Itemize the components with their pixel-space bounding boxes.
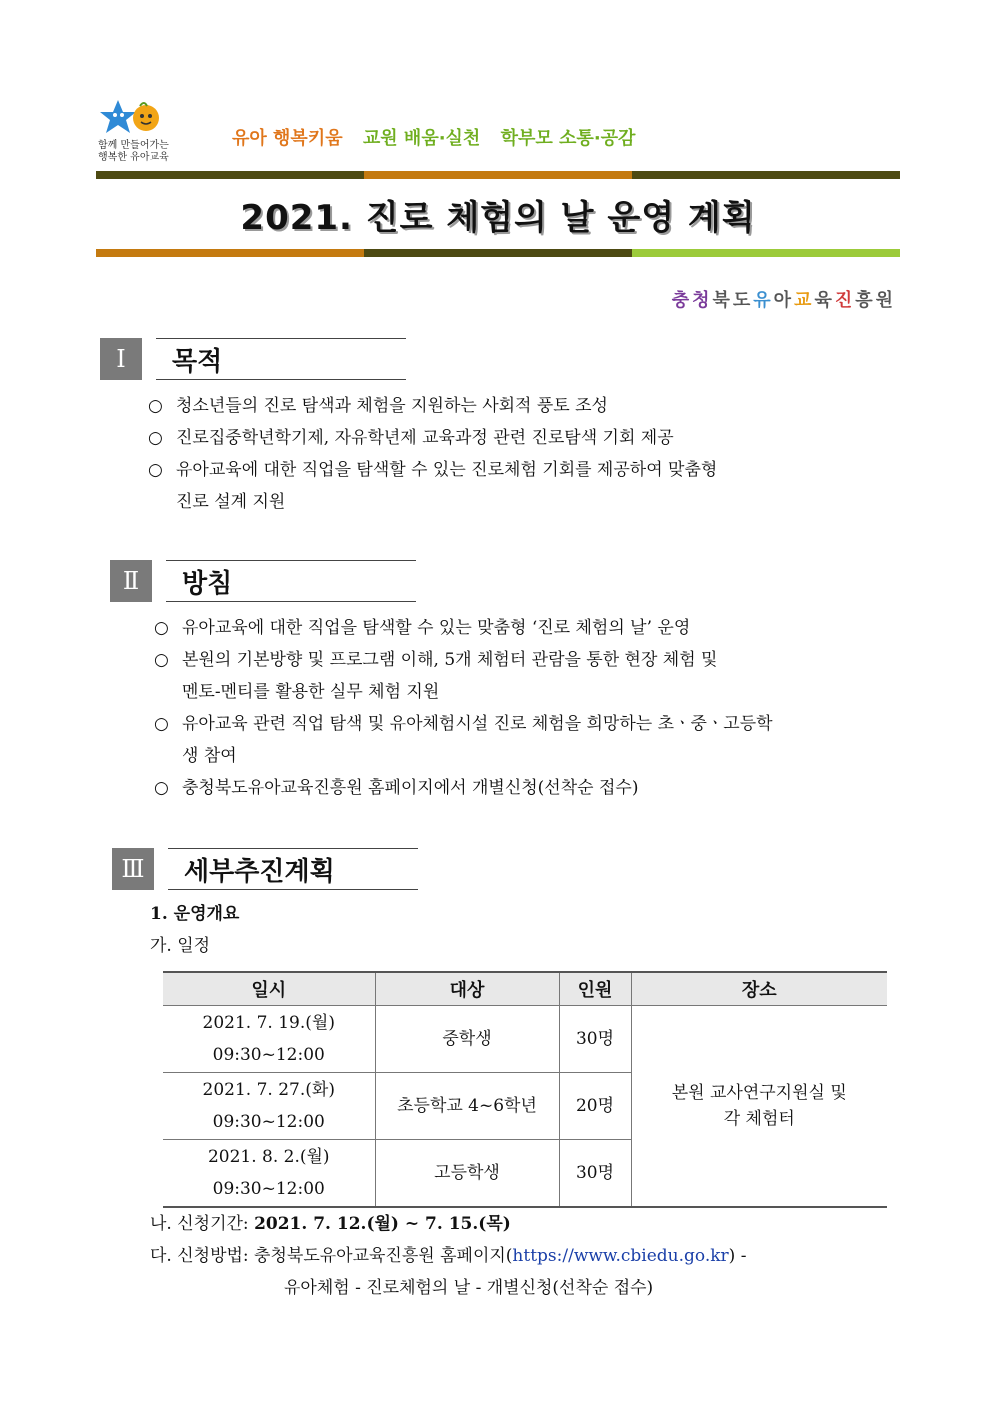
homepage-link[interactable]: https://www.cbiedu.go.kr <box>512 1246 729 1266</box>
title-bottom-bar <box>96 249 900 257</box>
table-cell-count: 30명 <box>559 1006 631 1073</box>
table-header-row <box>163 972 887 1006</box>
mascot-logo-icon <box>100 98 180 140</box>
bullet-icon: ○ <box>148 396 163 416</box>
list-item-text: 유아교육에 대한 직업을 탐색할 수 있는 맞춤형 ‘진로 체험의 날’ 운영 <box>182 618 691 638</box>
table-header-cell: 인원 <box>559 972 631 1006</box>
place-line-1: 본원 교사연구지원실 및 <box>671 1083 847 1103</box>
section-1-title: 목적 <box>172 346 223 377</box>
table-cell-target: 초등학교 4~6학년 <box>375 1073 559 1140</box>
org-char: 아 <box>773 290 795 311</box>
title-box <box>96 179 900 249</box>
date-text: 2021. 7. 27.(화) <box>202 1080 335 1100</box>
list-item <box>148 390 717 422</box>
section-2-number: Ⅱ <box>110 560 152 602</box>
section-1-number: Ⅰ <box>100 338 142 380</box>
logo-caption <box>98 140 188 164</box>
table-cell-place <box>631 1006 887 1208</box>
time-text: 09:30~12:00 <box>212 1112 325 1132</box>
list-item-text: 진로집중학년학기제, 자유학년제 교육과정 관련 진로탐색 기회 제공 <box>176 428 674 448</box>
logo-caption-line-1: 함께 만들어가는 <box>98 140 169 151</box>
list-item <box>154 772 773 804</box>
time-text: 09:30~12:00 <box>212 1179 325 1199</box>
apply-method <box>150 1240 746 1272</box>
list-item <box>148 454 717 486</box>
table-cell-count: 30명 <box>559 1140 631 1208</box>
section-2-title: 방침 <box>182 568 233 599</box>
list-item-text: 유아교육에 대한 직업을 탐색할 수 있는 진로체험 기회를 제공하여 맞춤형 <box>176 460 718 480</box>
table-cell-target: 중학생 <box>375 1006 559 1073</box>
list-item <box>154 644 773 676</box>
bullet-icon: ○ <box>148 460 163 480</box>
motto-2: 교원 배움·실천 <box>362 128 481 149</box>
page-title: 2021. 진로 체험의 날 운영 계획 <box>240 197 756 238</box>
apply-period <box>150 1208 511 1240</box>
section-1-heading <box>156 338 406 380</box>
apply-method-label: 다. 신청방법: 충청북도유아교육진흥원 홈페이지( <box>150 1246 513 1266</box>
subsection-schedule-label: 가. 일정 <box>150 936 211 956</box>
table-cell-count: 20명 <box>559 1073 631 1140</box>
table-cell-datetime <box>163 1073 375 1140</box>
motto-line <box>232 124 649 150</box>
list-item <box>148 422 717 454</box>
time-text: 09:30~12:00 <box>212 1045 325 1065</box>
date-text: 2021. 8. 2.(월) <box>207 1147 330 1167</box>
section-3-heading <box>168 848 418 890</box>
list-item-text: 청소년들의 진로 탐색과 체험을 지원하는 사회적 풍토 조성 <box>176 396 608 416</box>
org-char: 원 <box>875 290 896 311</box>
table-header-cell: 대상 <box>375 972 559 1006</box>
list-item <box>154 708 773 740</box>
logo-caption-line-2: 행복한 유아교육 <box>98 152 169 163</box>
org-char: 충 <box>671 290 693 311</box>
table-cell-datetime <box>163 1140 375 1208</box>
apply-period-label: 나. 신청기간: <box>150 1214 255 1234</box>
list-item-continuation: 생 참여 <box>182 746 237 766</box>
bullet-icon: ○ <box>154 618 169 638</box>
list-item-continuation: 진로 설계 지원 <box>176 492 286 512</box>
section-2-list <box>154 612 773 804</box>
table-cell-datetime <box>163 1006 375 1073</box>
section-3-number: Ⅲ <box>112 848 154 890</box>
org-char: 교 <box>794 290 815 311</box>
bullet-icon: ○ <box>148 428 163 448</box>
org-char: 육 <box>814 290 835 311</box>
apply-method-line-2: 유아체험 - 진로체험의 날 - 개별신청(선착순 접수) <box>284 1278 654 1298</box>
table-header-cell: 일시 <box>163 972 375 1006</box>
organization-name <box>672 286 896 312</box>
section-3-title: 세부추진계획 <box>184 856 335 887</box>
list-item-text: 유아교육 관련 직업 탐색 및 유아체험시설 진로 체험을 희망하는 초ㆍ중ㆍ고등학 <box>182 714 773 734</box>
apply-method-tail: ) - <box>728 1246 747 1266</box>
bullet-icon: ○ <box>154 650 169 670</box>
list-item-continuation: 멘토-멘티를 활용한 실무 체험 지원 <box>182 682 440 702</box>
table-cell-target: 고등학생 <box>375 1140 559 1208</box>
motto-3: 학부모 소통·공감 <box>500 128 636 149</box>
bullet-icon: ○ <box>154 778 169 798</box>
bullet-icon: ○ <box>154 714 169 734</box>
subsection-heading: 1. 운영개요 <box>150 904 240 924</box>
schedule-table <box>163 971 887 1208</box>
apply-period-value: 2021. 7. 12.(월) ~ 7. 15.(목) <box>254 1214 511 1234</box>
table-header-cell: 장소 <box>631 972 887 1006</box>
table-row <box>163 1006 887 1073</box>
schedule-table-wrap <box>163 971 887 1208</box>
motto-1: 유아 행복키움 <box>232 128 343 149</box>
org-char: 청 <box>692 290 713 311</box>
org-char: 진 <box>834 290 856 311</box>
date-text: 2021. 7. 19.(월) <box>202 1013 335 1033</box>
place-line-2: 각 체험터 <box>723 1109 795 1129</box>
org-char: 북 <box>712 290 733 311</box>
section-1-list <box>148 390 717 518</box>
org-char: 유 <box>753 290 774 311</box>
list-item-text: 충청북도유아교육진흥원 홈페이지에서 개별신청(선착순 접수) <box>182 778 639 798</box>
org-char: 도 <box>732 290 754 311</box>
list-item <box>154 612 773 644</box>
list-item-text: 본원의 기본방향 및 프로그램 이해, 5개 체험터 관람을 통한 현장 체험 및 <box>182 650 718 670</box>
org-char: 흥 <box>855 290 876 311</box>
title-top-bar <box>96 171 900 179</box>
section-2-heading <box>166 560 416 602</box>
